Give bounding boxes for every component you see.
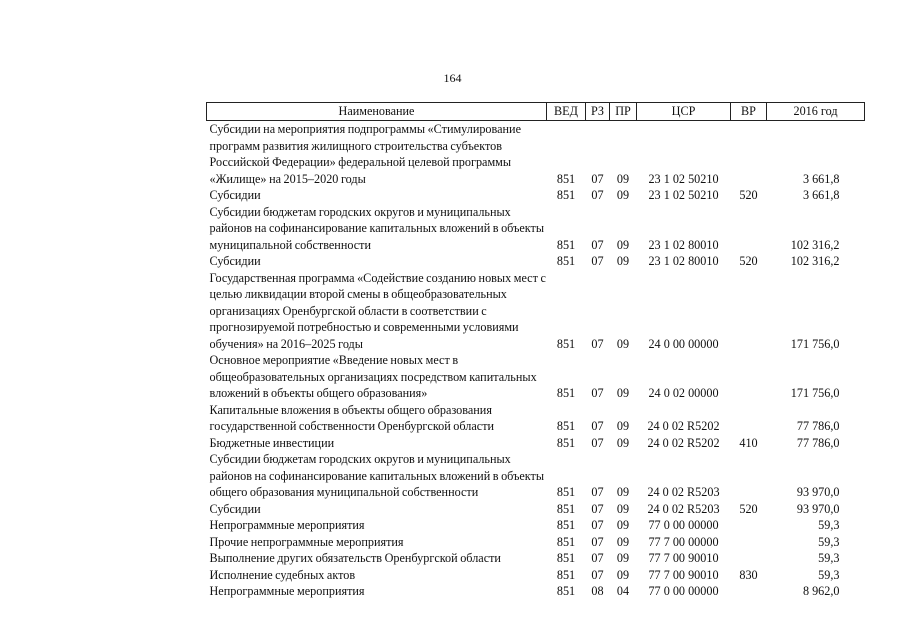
header-pr: ПР: [610, 103, 637, 121]
row-amount: 59,3: [818, 534, 840, 549]
table-row: [207, 534, 865, 551]
budget-table: [206, 102, 865, 600]
row-rz: 07: [591, 419, 604, 433]
row-name: Бюджетные инвестиции: [209, 435, 335, 450]
row-vr: 830: [739, 567, 758, 582]
row-csr: 23 1 02 80010: [648, 254, 719, 268]
row-amount: 3 661,8: [802, 171, 840, 186]
row-rz: 07: [591, 485, 604, 499]
row-pr: 04: [616, 584, 630, 598]
row-name: Государственная программа «Содействие созданию новых мест с целью ликвидации второй смены в общеобразовательных организациях Оренбургской области в соответствии с прогнозируемой потребностью и современными условиями обучения» на 2016–2025 годы: [209, 270, 546, 351]
row-name: Исполнение судебных актов: [209, 567, 356, 582]
row-rz: 07: [591, 551, 604, 565]
row-vr: 520: [739, 188, 758, 202]
row-name: Выполнение других обязательств Оренбургской области: [209, 551, 501, 565]
header-vr: ВР: [731, 103, 767, 121]
row-amount: 93 970,0: [796, 485, 840, 499]
row-csr: 77 0 00 00000: [648, 584, 719, 598]
row-ved: 851: [556, 336, 576, 351]
row-vr: [731, 583, 767, 600]
row-name: Субсидии: [209, 501, 261, 516]
row-pr: 09: [616, 386, 630, 400]
row-amount: 171 756,0: [790, 336, 840, 351]
header-year: 2016 год: [767, 103, 865, 121]
row-ved: 851: [556, 254, 576, 268]
table-row: [207, 352, 865, 402]
row-amount: 8 962,0: [802, 584, 840, 598]
row-name: Субсидии на мероприятия подпрограммы «Стимулирование программ развития жилищного строительства субъектов Российской Федерации» федеральной целевой программы «Жилище» на 2015–2020 годы: [209, 122, 521, 186]
row-ved: 851: [556, 419, 576, 433]
row-amount: 102 316,2: [790, 254, 840, 268]
row-amount: 77 786,0: [796, 419, 840, 433]
header-csr: ЦСР: [637, 103, 731, 121]
row-pr: 09: [616, 237, 630, 252]
table-row: [207, 121, 865, 188]
row-vr: [731, 352, 767, 402]
row-ved: 851: [556, 435, 576, 450]
row-rz: 08: [591, 584, 604, 598]
row-amount: 59,3: [818, 518, 840, 532]
row-name: Субсидии: [209, 188, 261, 202]
row-pr: 09: [616, 501, 630, 516]
table-header: [207, 103, 865, 121]
table-row: [207, 501, 865, 518]
row-csr: 23 1 02 50210: [648, 188, 719, 202]
row-name: Субсидии: [209, 254, 261, 268]
row-ved: 851: [556, 188, 576, 202]
row-pr: 09: [616, 419, 630, 433]
row-rz: 07: [591, 518, 604, 532]
row-csr: 24 0 02 R5203: [647, 501, 720, 516]
row-csr: 77 7 00 90010: [648, 567, 719, 582]
row-name: Прочие непрограммные мероприятия: [209, 534, 404, 549]
row-ved: 851: [556, 501, 576, 516]
row-ved: 851: [556, 534, 576, 549]
row-ved: 851: [556, 518, 576, 532]
row-amount: 102 316,2: [790, 237, 840, 252]
header-rz: РЗ: [586, 103, 610, 121]
table-row: [207, 567, 865, 584]
table-row: [207, 270, 865, 353]
row-ved: 851: [556, 485, 576, 499]
row-pr: 09: [616, 551, 630, 565]
row-amount: 3 661,8: [802, 188, 840, 202]
row-vr: 520: [739, 254, 758, 268]
row-amount: 93 970,0: [796, 501, 840, 516]
row-csr: 24 0 02 R5203: [647, 485, 720, 499]
table-row: [207, 550, 865, 567]
row-amount: 59,3: [818, 567, 840, 582]
table-row: [207, 583, 865, 600]
row-csr: 77 7 00 90010: [648, 551, 719, 565]
row-name: Основное мероприятие «Введение новых мест в общеобразовательных организациях посредством капитальных вложений в объекты общего образования»: [209, 353, 537, 400]
row-rz: 07: [591, 534, 604, 549]
row-ved: 851: [556, 237, 576, 252]
row-rz: 07: [591, 336, 604, 351]
row-name: Непрограммные мероприятия: [209, 518, 365, 532]
row-pr: 09: [616, 188, 630, 202]
table-row: [207, 253, 865, 270]
row-vr: [731, 270, 767, 353]
row-pr: 09: [616, 171, 630, 186]
row-rz: 07: [591, 171, 604, 186]
row-ved: 851: [556, 567, 576, 582]
row-csr: 23 1 02 80010: [648, 237, 719, 252]
row-ved: 851: [556, 171, 576, 186]
row-vr: [731, 121, 767, 188]
table-row: [207, 517, 865, 534]
row-rz: 07: [591, 435, 604, 450]
row-csr: 24 0 02 00000: [648, 386, 719, 400]
row-rz: 07: [591, 386, 604, 400]
row-name: Субсидии бюджетам городских округов и муниципальных районов на софинансирование капитальных вложений в объекты муниципальной собственности: [209, 204, 545, 252]
row-rz: 07: [591, 567, 604, 582]
row-name: Капитальные вложения в объекты общего образования государственной собственности Оренбургской области: [209, 402, 495, 433]
row-pr: 09: [616, 534, 630, 549]
row-amount: 171 756,0: [790, 386, 840, 400]
row-csr: 24 0 02 R5202: [647, 435, 720, 450]
row-vr: [731, 204, 767, 254]
row-pr: 09: [616, 567, 630, 582]
row-rz: 07: [591, 237, 604, 252]
row-rz: 07: [591, 501, 604, 516]
row-ved: 851: [556, 551, 576, 565]
header-name: Наименование: [207, 103, 547, 121]
row-ved: 851: [556, 584, 576, 598]
row-csr: 77 7 00 00000: [648, 534, 719, 549]
row-rz: 07: [591, 188, 604, 202]
row-amount: 77 786,0: [796, 435, 840, 450]
row-pr: 09: [616, 485, 630, 499]
row-csr: 77 0 00 00000: [648, 518, 719, 532]
row-vr: [731, 402, 767, 435]
row-pr: 09: [616, 336, 630, 351]
row-pr: 09: [616, 518, 630, 532]
row-amount: 59,3: [818, 551, 840, 565]
row-csr: 24 0 00 00000: [648, 336, 719, 351]
row-ved: 851: [556, 386, 576, 400]
row-name: Субсидии бюджетам городских округов и муниципальных районов на софинансирование капитальных вложений в объекты общего образования муниципальной собственности: [209, 452, 545, 499]
table-row: [207, 187, 865, 204]
table-row: [207, 402, 865, 435]
row-csr: 23 1 02 50210: [648, 171, 719, 186]
row-vr: [731, 451, 767, 501]
row-rz: 07: [591, 254, 604, 268]
row-vr: [731, 534, 767, 551]
table-row: [207, 451, 865, 501]
table-row: [207, 204, 865, 254]
row-vr: [731, 550, 767, 567]
header-ved: ВЕД: [547, 103, 586, 121]
page-number: 164: [443, 71, 462, 85]
row-csr: 24 0 02 R5202: [647, 419, 720, 433]
row-pr: 09: [616, 435, 630, 450]
row-name: Непрограммные мероприятия: [209, 584, 365, 598]
row-vr: [731, 517, 767, 534]
table-body: [207, 121, 865, 600]
row-vr: 410: [739, 435, 758, 450]
table-row: [207, 435, 865, 452]
header-row: [207, 103, 865, 121]
row-vr: 520: [739, 501, 758, 516]
row-pr: 09: [616, 254, 630, 268]
